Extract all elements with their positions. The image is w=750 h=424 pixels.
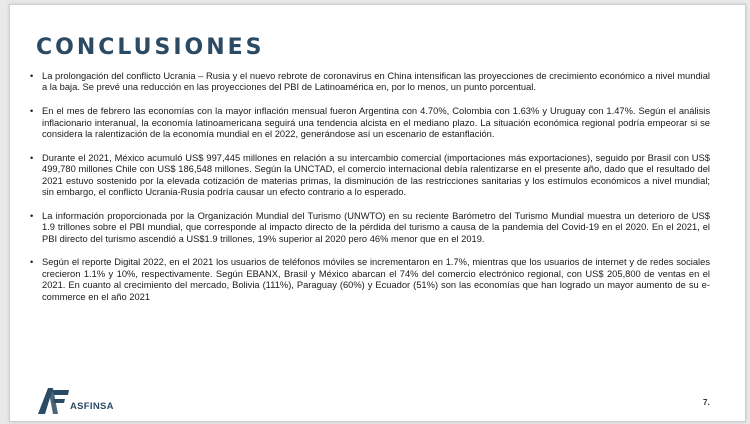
af-monogram-icon: [36, 386, 70, 416]
bullet-item: • En el mes de febrero las economías con la mayor inflación mensual fueron Argentina con 4.70%, Colombia con 1.63% y Uruguay con 1.47%. Según el análisis inflacionario interanual, la economía latinoamericana seguirá una tendencia alcista en el mediano plazo. La situación económica regional podría empeorar si se considera la ralentización de la economía mundial en el 2022, generándose así un escenario de estanflación.: [30, 106, 710, 140]
bullet-list: [30, 71, 710, 315]
page-number: 7.: [703, 398, 710, 407]
bullet-item: • La información proporcionada por la Organización Mundial del Turismo (UNWTO) en su reciente Barómetro del Turismo Mundial muestra un deterioro de US$ 1.9 trillones sobre el PBI mundial, que corresponde al impacto directo de la pérdida del turismo a causa de la pandemia del Covid-19 en el 2020. En el 2021, el PBI directo del turismo ascendió a US$1.9 trillones, 19% superior al 2020 pero 46% menor que en el 2019.: [30, 211, 710, 245]
asfinsa-logo: [36, 386, 146, 416]
bullet-item: • La prolongación del conflicto Ucrania – Rusia y el nuevo rebrote de coronavirus en China intensifican las proyecciones de crecimiento económico a nivel mundial a la baja. Se prevé una reducción en las proyecciones del PBI de Latinoamérica en, por lo menos, un punto porcentual.: [30, 71, 710, 94]
slide: [9, 4, 746, 422]
logo-wordmark: ASFINSA: [70, 401, 114, 412]
slide-title: CONCLUSIONES: [36, 35, 265, 60]
bullet-item: • Durante el 2021, México acumuló US$ 997,445 millones en relación a su intercambio comercial (importaciones más exportaciones), seguido por Brasil con US$ 499,780 millones Chile con US$ 186,548 millones. Según la UNCTAD, el comercio internacional debía ralentizarse en el presente año, dado que el resultado del 2021 estuvo sostenido por la elevada cotización de materias primas, la disminución de las restricciones sanitarias y los estímulos económicos a nivel mundial; sin embargo, el conflicto Ucrania-Rusia podría causar un efecto contrario a lo esperado.: [30, 153, 710, 199]
bullet-item: • Según el reporte Digital 2022, en el 2021 los usuarios de teléfonos móviles se incrementaron en 1.7%, mientras que los usuarios de internet y de redes sociales crecieron 1.1% y 10%, respectivamente. Según EBANX, Brasil y México abarcan el 74% del comercio electrónico regional, con US$ 205,800 de ventas en el 2021. En cuanto al crecimiento del mercado, Bolivia (111%), Paraguay (60%) y Ecuador (51%) son las economías que han logrado un mayor aumento de su e-commerce en el año 2021: [30, 257, 710, 303]
